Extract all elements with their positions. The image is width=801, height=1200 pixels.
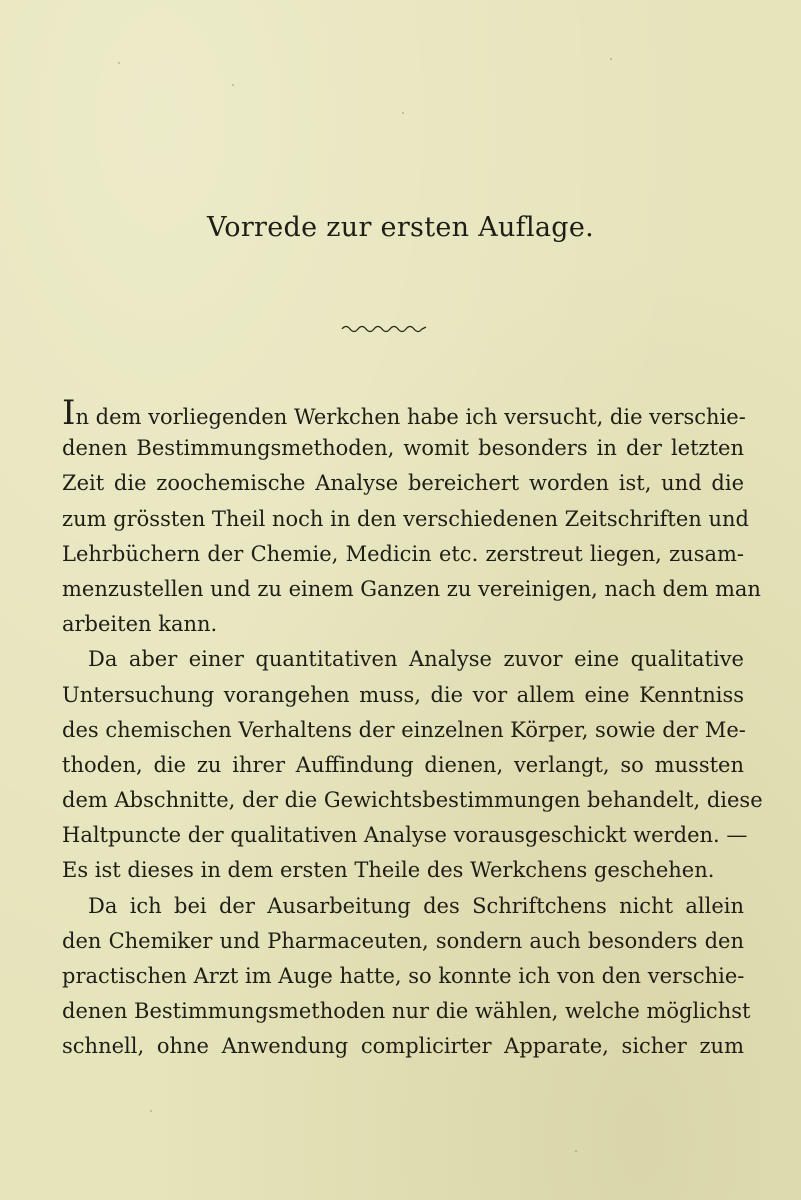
paper-speck	[610, 58, 612, 60]
text-line: zum grössten Theil noch in den verschiedenen Zeitschriften und	[62, 506, 749, 531]
text-line: menzustellen und zu einem Ganzen zu vereinigen, nach dem man	[62, 576, 761, 601]
text-line: Lehrbüchern der Chemie, Medicin etc. zerstreut liegen, zusam-	[62, 541, 744, 566]
paper-speck	[118, 62, 120, 64]
text-line: Untersuchung vorangehen muss, die vor allem eine Kenntniss	[62, 682, 744, 707]
drop-initial: I	[62, 393, 76, 433]
paper-speck	[232, 84, 234, 86]
text-line: Zeit die zoochemische Analyse bereichert worden ist, und die	[62, 471, 744, 496]
text-line: denen Bestimmungsmethoden, womit besonders in der letzten	[62, 436, 744, 461]
paragraph-2	[62, 642, 763, 888]
wavy-rule-ornament-icon	[340, 322, 428, 334]
paper-speck	[150, 1110, 152, 1112]
text-line: arbeiten kann.	[62, 612, 218, 637]
text-line: des chemischen Verhaltens der einzelnen Körper, sowie der Me-	[62, 717, 746, 742]
text-line: Es ist dieses in dem ersten Theile des Werkchens geschehen.	[62, 858, 715, 883]
text-line: Da aber einer quantitativen Analyse zuvor eine qualitative	[88, 647, 744, 672]
text-line: schnell, ohne Anwendung complicirter Apparate, sicher zum	[62, 1034, 744, 1059]
paper-speck	[575, 1150, 577, 1152]
paper-speck	[402, 112, 404, 114]
paragraph-3	[62, 889, 751, 1065]
text-line: In dem vorliegenden Werkchen habe ich versucht, die verschie-	[62, 393, 746, 433]
text-line: Haltpuncte der qualitativen Analyse vorausgeschickt werden. —	[62, 823, 748, 848]
page-heading: Vorrede zur ersten Auflage.	[206, 212, 595, 243]
text-line: den Chemiker und Pharmaceuten, sondern auch besonders den	[62, 928, 744, 953]
text-line: denen Bestimmungsmethoden nur die wählen, welche möglichst	[62, 999, 751, 1024]
body-text	[62, 393, 763, 1065]
paragraph-1	[62, 393, 761, 642]
text-line: thoden, die zu ihrer Auffindung dienen, verlangt, so mussten	[62, 752, 744, 777]
text-line: Da ich bei der Ausarbeitung des Schriftchens nicht allein	[88, 893, 744, 918]
text-line: dem Abschnitte, der die Gewichtsbestimmungen behandelt, diese	[62, 788, 763, 813]
text-line: practischen Arzt im Auge hatte, so konnte ich von den verschie-	[62, 964, 745, 988]
